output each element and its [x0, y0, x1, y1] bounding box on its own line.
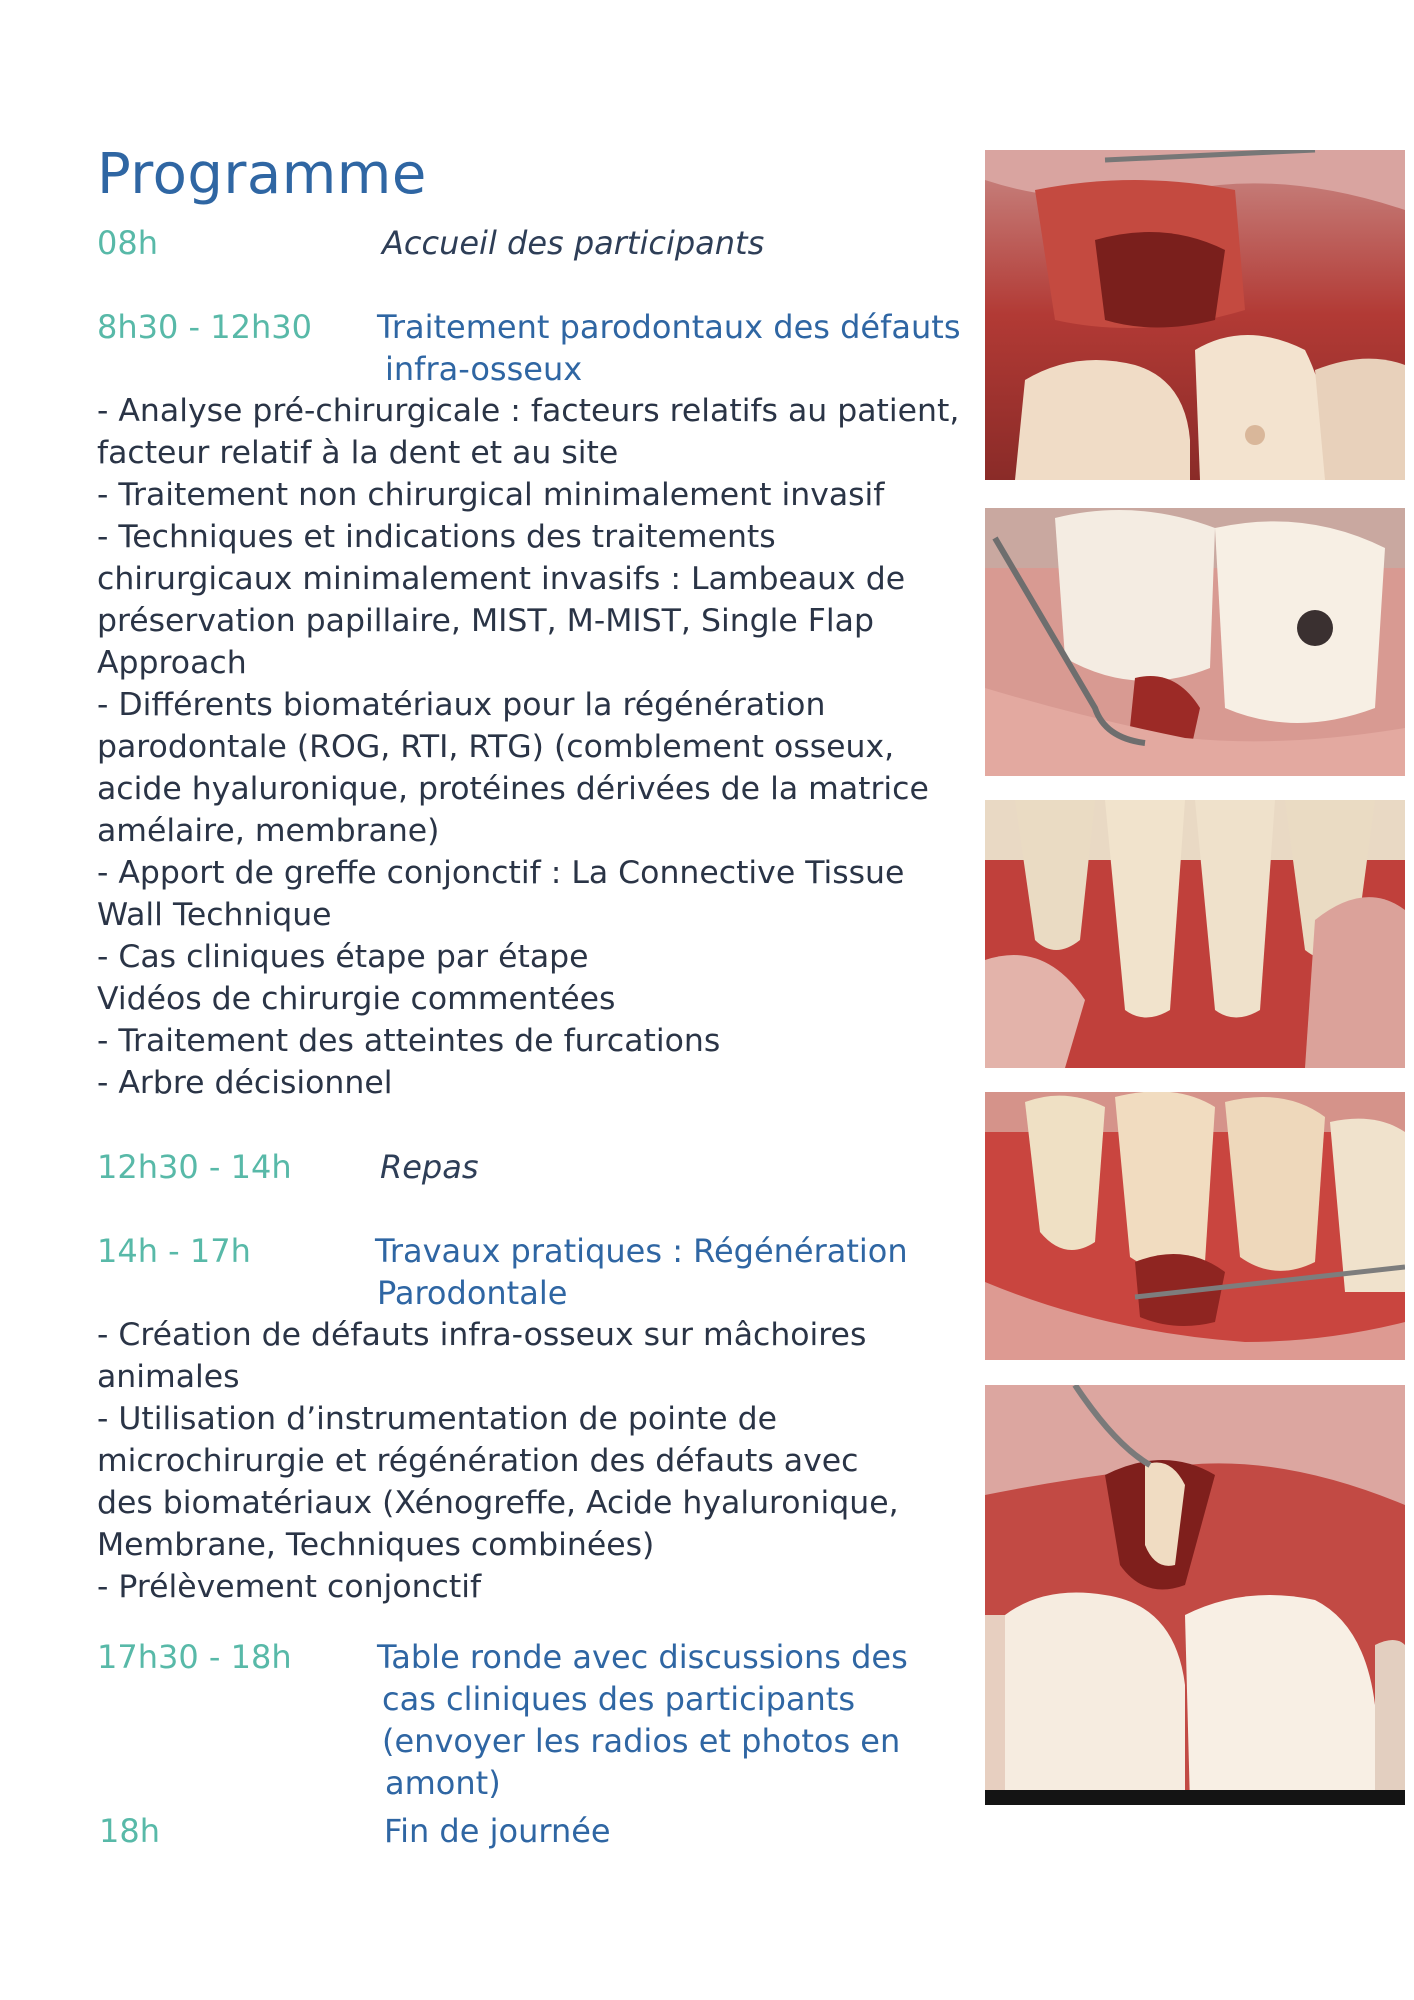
detail-line: parodontale (ROG, RTI, RTG) (comblement osseux, — [97, 729, 895, 765]
activity-line: Travaux pratiques : Régénération — [375, 1232, 908, 1270]
slot-details — [97, 390, 977, 1104]
detail-line: acide hyaluronique, protéines dérivées de la matrice — [97, 771, 929, 807]
activity-line: Parodontale — [377, 1274, 568, 1312]
detail-line: - Techniques et indications des traitements — [97, 519, 776, 555]
detail-line: - Arbre décisionnel — [97, 1065, 393, 1101]
detail-line: Vidéos de chirurgie commentées — [97, 981, 616, 1017]
detail-line: animales — [97, 1359, 240, 1395]
detail-line: chirurgicaux minimalement invasifs : Lambeaux de — [97, 561, 906, 597]
page-title: Programme — [97, 142, 427, 207]
slot-time: 12h30 - 14h — [97, 1148, 292, 1186]
slot-activity — [375, 1230, 908, 1314]
periodontal-flap-surgery-photo — [985, 150, 1405, 480]
detail-line: - Traitement des atteintes de furcations — [97, 1023, 721, 1059]
detail-line: microchirurgie et régénération des défauts avec — [97, 1443, 859, 1479]
crown-defect-regeneration-photo — [985, 1385, 1405, 1805]
detail-line: - Traitement non chirurgical minimalement invasif — [97, 477, 885, 513]
slot-time: 8h30 - 12h30 — [97, 308, 312, 346]
slot-time: 14h - 17h — [97, 1232, 251, 1270]
detail-line: - Prélèvement conjonctif — [97, 1569, 482, 1605]
slot-details — [97, 1314, 977, 1608]
slot-time: 17h30 - 18h — [97, 1638, 292, 1676]
activity-line: cas cliniques des participants — [382, 1680, 855, 1718]
slot-activity: Repas — [380, 1148, 479, 1186]
probe-in-defect-photo — [985, 508, 1405, 776]
detail-line: Approach — [97, 645, 247, 681]
slot-activity: Fin de journée — [384, 1812, 611, 1850]
detail-line: facteur relatif à la dent et au site — [97, 435, 619, 471]
detail-line: préservation papillaire, MIST, M-MIST, Single Flap — [97, 603, 874, 639]
detail-line: Wall Technique — [97, 897, 332, 933]
detail-line: des biomatériaux (Xénogreffe, Acide hyaluronique, — [97, 1485, 899, 1521]
activity-line: amont) — [385, 1764, 501, 1802]
schedule-slot-end — [97, 1810, 977, 1852]
lower-teeth-instrument-photo — [985, 1092, 1405, 1360]
schedule-slot-round-table — [97, 1636, 977, 1804]
detail-line: - Différents biomatériaux pour la régénération — [97, 687, 826, 723]
schedule-slot-workshop — [97, 1230, 977, 1608]
slot-activity — [377, 306, 960, 390]
detail-line: Membrane, Techniques combinées) — [97, 1527, 655, 1563]
slot-activity: Accueil des participants — [382, 224, 765, 262]
program-schedule — [97, 222, 977, 1852]
detail-line: - Analyse pré-chirurgicale : facteurs relatifs au patient, — [97, 393, 960, 429]
lower-incisors-flap-photo — [985, 800, 1405, 1068]
activity-line: Table ronde avec discussions des — [377, 1638, 908, 1676]
detail-line: amélaire, membrane) — [97, 813, 440, 849]
detail-line: - Apport de greffe conjonctif : La Connective Tissue — [97, 855, 905, 891]
activity-line: Traitement parodontaux des défauts — [377, 308, 961, 346]
activity-line: infra-osseux — [385, 350, 583, 388]
schedule-slot-morning — [97, 306, 977, 1104]
slot-time: 08h — [97, 224, 158, 262]
detail-line: - Création de défauts infra-osseux sur mâchoires — [97, 1317, 867, 1353]
slot-time: 18h — [99, 1812, 160, 1850]
detail-line: - Cas cliniques étape par étape — [97, 939, 589, 975]
activity-line: (envoyer les radios et photos en — [382, 1722, 901, 1760]
schedule-slot-lunch — [97, 1146, 977, 1188]
slot-activity — [377, 1636, 908, 1804]
detail-line: - Utilisation d’instrumentation de pointe de — [97, 1401, 778, 1437]
schedule-slot-welcome — [97, 222, 977, 264]
